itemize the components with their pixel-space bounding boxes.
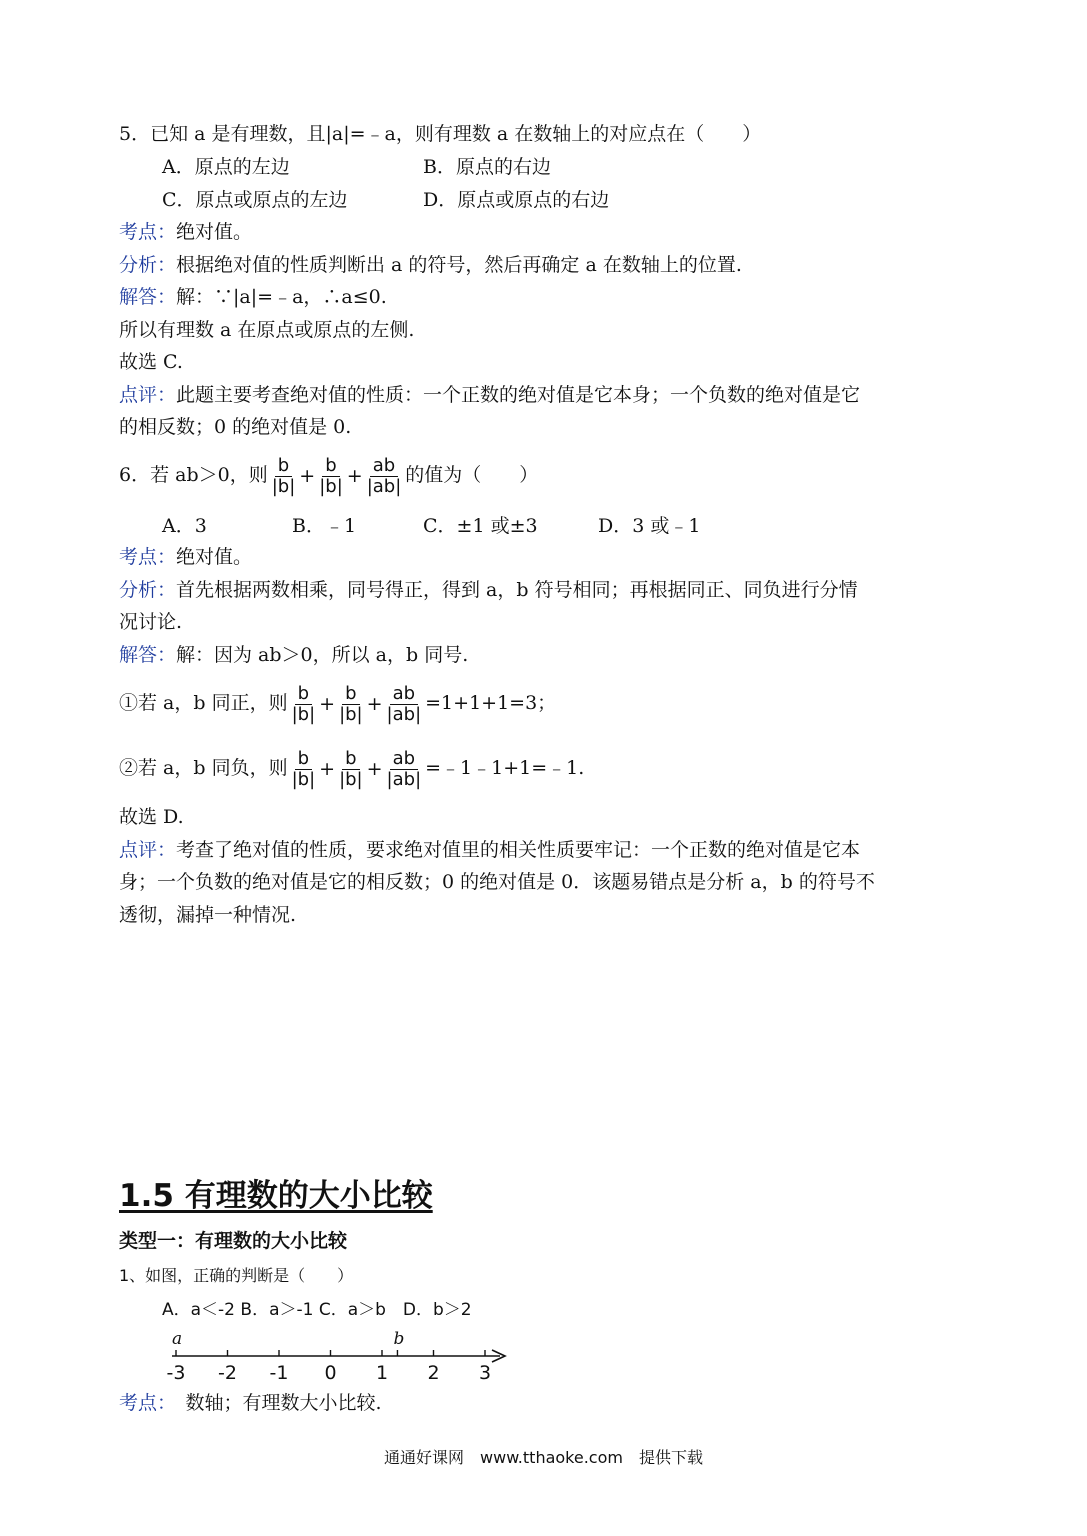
- dianping-label: 点评：: [119, 839, 177, 861]
- q5-jieda: [119, 283, 387, 311]
- q6-option-d: D．3 或﹣1: [598, 515, 701, 537]
- tick-label: 1: [375, 1362, 389, 1384]
- fraction-numerator: ab: [390, 749, 418, 770]
- plus-sign: +: [319, 758, 336, 780]
- jieda-text: 解：∵|a|=﹣a，∴a≤0.: [176, 286, 387, 308]
- case1-suffix: =1+1+1=3；: [425, 692, 557, 714]
- q6-case2: [119, 745, 584, 792]
- fraction-b: [336, 684, 366, 725]
- q5-solution-line: 所以有理数 a 在原点或原点的左侧.: [119, 319, 415, 341]
- tick-label: -3: [166, 1362, 186, 1384]
- tick-label: 3: [478, 1362, 492, 1384]
- fraction-denominator: |ab|: [366, 475, 402, 497]
- jieda-label: 解答：: [119, 644, 177, 666]
- fraction-numerator: b: [342, 749, 359, 770]
- q5-option-a: A．原点的左边: [162, 156, 290, 178]
- q5-kaodian: [119, 218, 252, 246]
- jieda-text: 解：因为 ab＞0，所以 a，b 同号.: [176, 644, 469, 666]
- fraction-denominator: |ab|: [386, 768, 422, 790]
- q5-fenxi: [119, 251, 742, 279]
- plus-sign: +: [319, 693, 336, 715]
- kaodian-label: 考点：: [119, 221, 177, 243]
- dianping-text: 此题主要考查绝对值的性质：一个正数的绝对值是它本身；一个负数的绝对值是它: [176, 384, 861, 406]
- q6-fenxi-cont: 况讨论.: [119, 611, 183, 633]
- q1-kaodian: [119, 1389, 382, 1417]
- kaodian-label: 考点：: [119, 1392, 167, 1414]
- fraction-denominator: |b|: [319, 475, 343, 497]
- fraction-ab: [364, 456, 405, 497]
- q5-option-b: B．原点的右边: [423, 156, 551, 178]
- fraction-denominator: |b|: [339, 703, 363, 725]
- fraction-b: [289, 749, 319, 790]
- q1-stem: 1、如图，正确的判断是（ ）: [119, 1266, 354, 1285]
- fraction-numerator: b: [342, 684, 359, 705]
- q6-jieda: [119, 641, 468, 669]
- fraction-numerator: b: [322, 456, 339, 477]
- q6-stem-prefix: 6．若 ab＞0，则: [119, 464, 268, 486]
- kaodian-text: 绝对值。: [176, 221, 253, 243]
- q1-options: A．a＜-2 B．a＞-1 C．a＞b D．b＞2: [162, 1300, 472, 1320]
- case2-prefix: ②若 a，b 同负，则: [119, 757, 288, 779]
- section-heading: 1.5 有理数的大小比较: [119, 1178, 433, 1214]
- case2-suffix: =﹣1﹣1+1=﹣1.: [425, 757, 585, 779]
- fraction-ab: [384, 749, 425, 790]
- plus-sign: +: [366, 693, 383, 715]
- plus-sign: +: [366, 758, 383, 780]
- fenxi-label: 分析：: [119, 579, 177, 601]
- number-line: [150, 1326, 570, 1386]
- fraction-numerator: b: [275, 456, 292, 477]
- fraction-b: [269, 456, 299, 497]
- fraction-numerator: b: [295, 749, 312, 770]
- q5-dianping-cont: 的相反数；0 的绝对值是 0.: [119, 416, 352, 438]
- fraction-numerator: ab: [370, 456, 398, 477]
- point-b-label: b: [393, 1329, 405, 1349]
- q6-option-a: A．3: [162, 515, 207, 537]
- q6-option-b: B．﹣1: [292, 515, 357, 537]
- q6-stem-suffix: 的值为（ ）: [405, 464, 539, 486]
- tick-label: -1: [269, 1362, 289, 1384]
- fenxi-label: 分析：: [119, 254, 177, 276]
- dianping-text: 考查了绝对值的性质，要求绝对值里的相关性质要牢记：一个正数的绝对值是它本: [176, 839, 861, 861]
- q5-option-c: C．原点或原点的左边: [162, 189, 348, 211]
- fraction-numerator: ab: [390, 684, 418, 705]
- tick-label: -2: [218, 1362, 237, 1384]
- fraction-denominator: |b|: [291, 703, 316, 725]
- fraction-denominator: |b|: [339, 768, 363, 790]
- tick-group: [167, 1350, 492, 1384]
- fenxi-text: 首先根据两数相乘，同号得正，得到 a，b 符号相同；再根据同正、同负进行分情: [176, 579, 858, 601]
- q6-case1: [119, 680, 556, 727]
- q6-dianping: [119, 836, 860, 864]
- case1-prefix: ①若 a，b 同正，则: [119, 692, 288, 714]
- kaodian-text: 绝对值。: [176, 546, 253, 568]
- q6-fenxi: [119, 576, 858, 604]
- fraction-numerator: b: [295, 684, 312, 705]
- footer: 通通好课网 www.tthaoke.com 提供下载: [384, 1448, 703, 1467]
- fraction-denominator: |b|: [291, 768, 316, 790]
- plus-sign: +: [346, 465, 363, 487]
- fraction-denominator: |b|: [271, 475, 296, 497]
- q6-dianping-cont2: 透彻，漏掉一种情况.: [119, 904, 297, 926]
- kaodian-label: 考点：: [119, 546, 177, 568]
- fraction-b: [289, 684, 319, 725]
- jieda-label: 解答：: [119, 286, 177, 308]
- q6-dianping-cont: 身；一个负数的绝对值是它的相反数；0 的绝对值是 0．该题易错点是分析 a，b 的符号不: [119, 871, 875, 893]
- type-title: 类型一：有理数的大小比较: [119, 1230, 348, 1252]
- fraction-denominator: |ab|: [386, 703, 422, 725]
- q6-option-c: C．±1 或±3: [423, 515, 538, 537]
- q6-stem: [119, 452, 538, 499]
- point-a-label: a: [172, 1329, 183, 1349]
- fraction-ab: [384, 684, 425, 725]
- fraction-b: [316, 456, 346, 497]
- q5-answer: 故选 C.: [119, 351, 183, 373]
- plus-sign: +: [299, 465, 316, 487]
- fenxi-text: 根据绝对值的性质判断出 a 的符号，然后再确定 a 在数轴上的位置.: [176, 254, 742, 276]
- kaodian-text: 数轴；有理数大小比较.: [166, 1392, 382, 1414]
- q6-answer: 故选 D.: [119, 806, 184, 828]
- q5-option-d: D．原点或原点的右边: [423, 189, 610, 211]
- dianping-label: 点评：: [119, 384, 177, 406]
- tick-label: 2: [427, 1362, 440, 1384]
- fraction-b: [336, 749, 366, 790]
- q6-kaodian: [119, 543, 252, 571]
- q5-dianping: [119, 381, 860, 409]
- tick-label: 0: [324, 1362, 337, 1384]
- q5-stem: 5．已知 a 是有理数，且|a|=﹣a，则有理数 a 在数轴上的对应点在（ ）: [119, 123, 762, 145]
